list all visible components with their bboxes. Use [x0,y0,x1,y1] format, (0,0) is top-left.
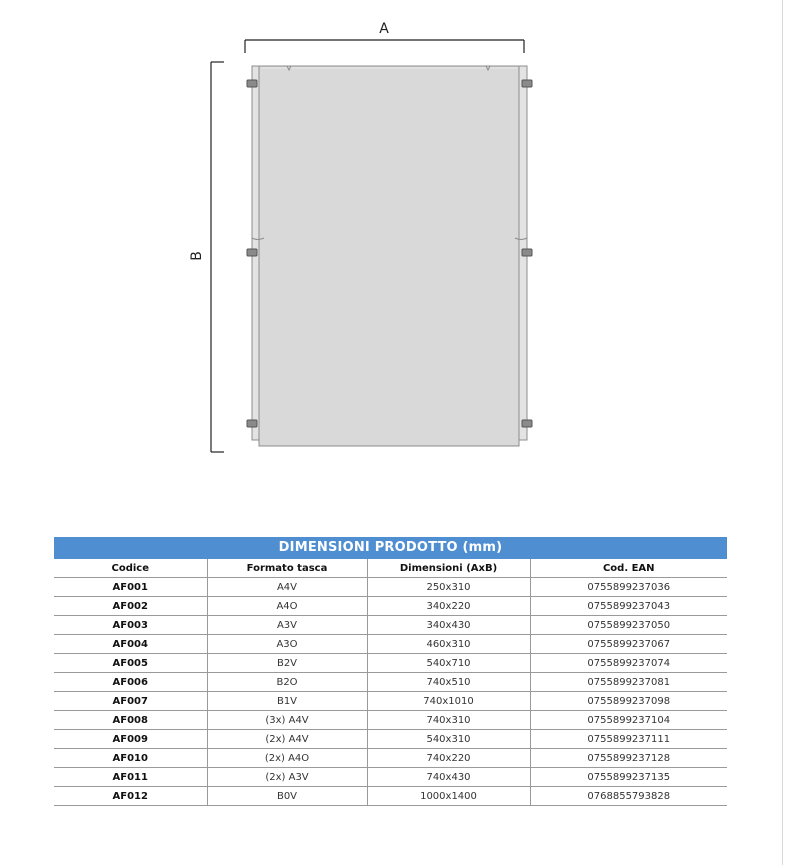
cell-format: (2x) A4V [207,730,367,749]
cell-ean: 0755899237036 [530,578,727,597]
cell-format: B0V [207,787,367,806]
table-row [54,692,727,711]
table-row [54,768,727,787]
cell-ean: 0755899237043 [530,597,727,616]
table-row [54,597,727,616]
header-code: Codice [54,559,207,578]
dimensions-table [54,559,727,806]
header-format: Formato tasca [207,559,367,578]
cell-format: (2x) A4O [207,749,367,768]
cell-format: A3V [207,616,367,635]
cell-code: AF010 [54,749,207,768]
table-header-row [54,559,727,578]
table-row [54,730,727,749]
cell-dimensions: 540x710 [367,654,530,673]
cell-dimensions: 340x430 [367,616,530,635]
dimensions-table-section [54,537,727,806]
cell-ean: 0755899237135 [530,768,727,787]
cell-dimensions: 1000x1400 [367,787,530,806]
cell-ean: 0755899237128 [530,749,727,768]
cell-ean: 0755899237098 [530,692,727,711]
table-row [54,673,727,692]
cell-ean: 0755899237074 [530,654,727,673]
cell-format: A3O [207,635,367,654]
cell-code: AF011 [54,768,207,787]
dimension-a [245,21,524,53]
cell-code: AF009 [54,730,207,749]
cell-format: (3x) A4V [207,711,367,730]
cell-code: AF005 [54,654,207,673]
cell-dimensions: 250x310 [367,578,530,597]
clip-left-bottom [247,420,257,427]
cell-code: AF006 [54,673,207,692]
cell-dimensions: 740x510 [367,673,530,692]
cell-ean: 0755899237081 [530,673,727,692]
cell-format: A4V [207,578,367,597]
dimension-a-label: A [379,21,389,37]
table-row [54,616,727,635]
cell-format: B2O [207,673,367,692]
cell-format: A4O [207,597,367,616]
clip-right-bottom [522,420,532,427]
cell-ean: 0755899237111 [530,730,727,749]
cell-dimensions: 740x1010 [367,692,530,711]
table-row [54,654,727,673]
cell-code: AF007 [54,692,207,711]
table-row [54,578,727,597]
table-row [54,749,727,768]
cell-code: AF002 [54,597,207,616]
frame-panel [252,66,527,446]
cell-code: AF001 [54,578,207,597]
cell-dimensions: 460x310 [367,635,530,654]
cell-ean: 0755899237104 [530,711,727,730]
cell-code: AF012 [54,787,207,806]
header-ean: Cod. EAN [530,559,727,578]
header-dimensions: Dimensioni (AxB) [367,559,530,578]
cell-format: (2x) A3V [207,768,367,787]
cell-format: B1V [207,692,367,711]
table-row [54,787,727,806]
cell-dimensions: 340x220 [367,597,530,616]
dimension-b [189,62,224,452]
cell-ean: 0755899237050 [530,616,727,635]
cell-code: AF004 [54,635,207,654]
cell-code: AF003 [54,616,207,635]
cell-dimensions: 740x310 [367,711,530,730]
cell-dimensions: 740x220 [367,749,530,768]
clip-right-top [522,80,532,87]
cell-dimensions: 540x310 [367,730,530,749]
cell-dimensions: 740x430 [367,768,530,787]
table-row [54,711,727,730]
clip-left-top [247,80,257,87]
cell-ean: 0768855793828 [530,787,727,806]
cell-code: AF008 [54,711,207,730]
table-row [54,635,727,654]
clip-right-middle [522,249,532,256]
cell-format: B2V [207,654,367,673]
table-title: DIMENSIONI PRODOTTO (mm) [54,537,727,559]
dimension-b-label: B [189,251,205,261]
clip-left-middle [247,249,257,256]
cell-ean: 0755899237067 [530,635,727,654]
